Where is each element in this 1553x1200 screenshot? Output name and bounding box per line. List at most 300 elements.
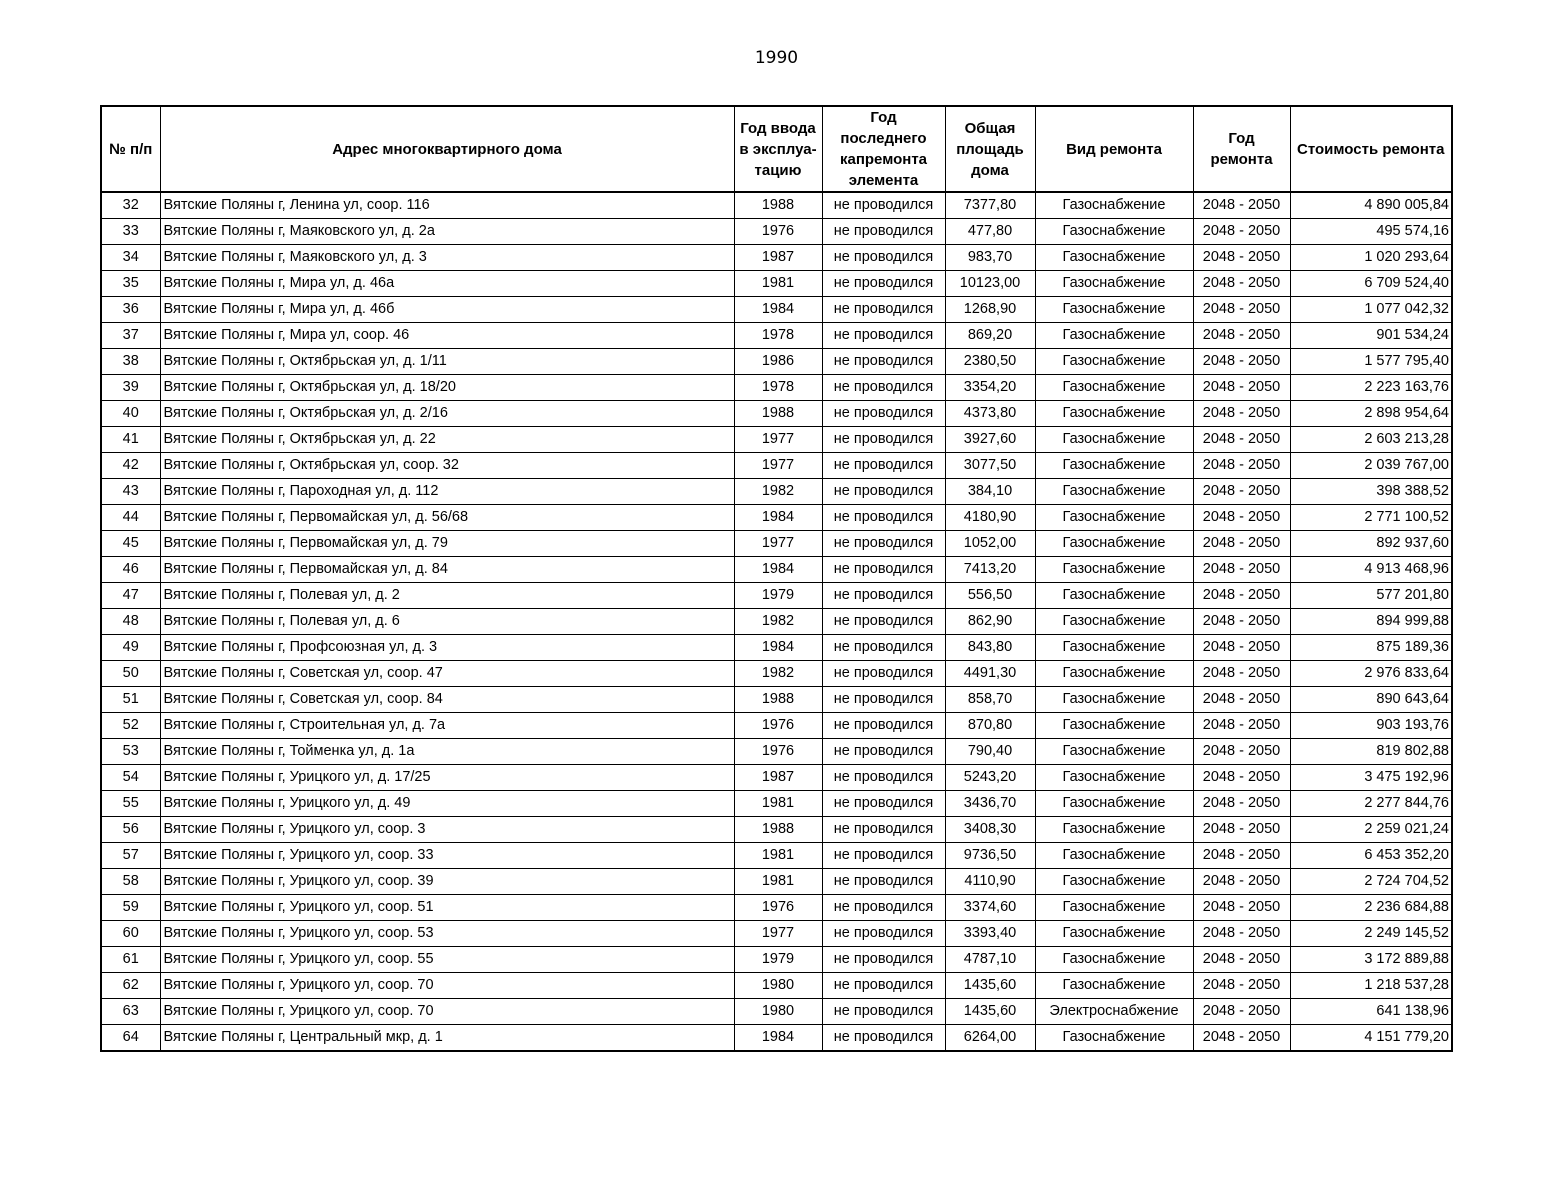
header-num: № п/п bbox=[101, 106, 160, 192]
row-year-built: 1978 bbox=[734, 323, 822, 349]
row-repair-type: Электроснабжение bbox=[1035, 999, 1193, 1025]
row-address: Вятские Поляны г, Тойменка ул, д. 1а bbox=[160, 739, 734, 765]
row-year-built: 1984 bbox=[734, 297, 822, 323]
row-cost: 892 937,60 bbox=[1290, 531, 1452, 557]
row-area: 4180,90 bbox=[945, 505, 1035, 531]
row-cost: 1 218 537,28 bbox=[1290, 973, 1452, 999]
row-area: 843,80 bbox=[945, 635, 1035, 661]
row-repair-type: Газоснабжение bbox=[1035, 739, 1193, 765]
row-repair-period: 2048 - 2050 bbox=[1193, 635, 1290, 661]
row-repair-period: 2048 - 2050 bbox=[1193, 895, 1290, 921]
row-number: 34 bbox=[101, 245, 160, 271]
row-last-repair: не проводился bbox=[822, 323, 945, 349]
row-repair-type: Газоснабжение bbox=[1035, 479, 1193, 505]
row-repair-period: 2048 - 2050 bbox=[1193, 687, 1290, 713]
row-year-built: 1980 bbox=[734, 999, 822, 1025]
row-area: 3927,60 bbox=[945, 427, 1035, 453]
row-area: 858,70 bbox=[945, 687, 1035, 713]
row-address: Вятские Поляны г, Урицкого ул, соор. 70 bbox=[160, 999, 734, 1025]
row-repair-period: 2048 - 2050 bbox=[1193, 843, 1290, 869]
row-number: 38 bbox=[101, 349, 160, 375]
row-last-repair: не проводился bbox=[822, 661, 945, 687]
row-area: 3374,60 bbox=[945, 895, 1035, 921]
row-repair-period: 2048 - 2050 bbox=[1193, 531, 1290, 557]
row-last-repair: не проводился bbox=[822, 427, 945, 453]
row-cost: 875 189,36 bbox=[1290, 635, 1452, 661]
row-last-repair: не проводился bbox=[822, 479, 945, 505]
row-repair-type: Газоснабжение bbox=[1035, 453, 1193, 479]
row-address: Вятские Поляны г, Октябрьская ул, соор. 32 bbox=[160, 453, 734, 479]
row-number: 53 bbox=[101, 739, 160, 765]
table-row bbox=[101, 192, 1452, 219]
row-number: 43 bbox=[101, 479, 160, 505]
row-last-repair: не проводился bbox=[822, 1025, 945, 1052]
row-area: 477,80 bbox=[945, 219, 1035, 245]
page-number: 1990 bbox=[754, 48, 799, 68]
row-year-built: 1984 bbox=[734, 1025, 822, 1052]
row-area: 1052,00 bbox=[945, 531, 1035, 557]
row-year-built: 1978 bbox=[734, 375, 822, 401]
row-year-built: 1976 bbox=[734, 739, 822, 765]
table-row bbox=[101, 245, 1452, 271]
row-address: Вятские Поляны г, Октябрьская ул, д. 22 bbox=[160, 427, 734, 453]
row-last-repair: не проводился bbox=[822, 765, 945, 791]
row-cost: 2 236 684,88 bbox=[1290, 895, 1452, 921]
row-cost: 2 039 767,00 bbox=[1290, 453, 1452, 479]
row-cost: 2 898 954,64 bbox=[1290, 401, 1452, 427]
row-address: Вятские Поляны г, Октябрьская ул, д. 2/16 bbox=[160, 401, 734, 427]
row-number: 54 bbox=[101, 765, 160, 791]
table-row bbox=[101, 427, 1452, 453]
row-area: 790,40 bbox=[945, 739, 1035, 765]
row-area: 10123,00 bbox=[945, 271, 1035, 297]
row-year-built: 1982 bbox=[734, 479, 822, 505]
table-row bbox=[101, 401, 1452, 427]
row-repair-period: 2048 - 2050 bbox=[1193, 1025, 1290, 1052]
row-repair-type: Газоснабжение bbox=[1035, 192, 1193, 219]
row-last-repair: не проводился bbox=[822, 999, 945, 1025]
row-last-repair: не проводился bbox=[822, 401, 945, 427]
row-year-built: 1982 bbox=[734, 661, 822, 687]
row-year-built: 1976 bbox=[734, 219, 822, 245]
header-repair-type: Вид ремонта bbox=[1035, 106, 1193, 192]
row-address: Вятские Поляны г, Профсоюзная ул, д. 3 bbox=[160, 635, 734, 661]
row-year-built: 1986 bbox=[734, 349, 822, 375]
row-year-built: 1977 bbox=[734, 427, 822, 453]
row-number: 63 bbox=[101, 999, 160, 1025]
row-repair-period: 2048 - 2050 bbox=[1193, 297, 1290, 323]
row-repair-type: Газоснабжение bbox=[1035, 869, 1193, 895]
row-cost: 6 709 524,40 bbox=[1290, 271, 1452, 297]
row-address: Вятские Поляны г, Урицкого ул, соор. 3 bbox=[160, 817, 734, 843]
table-row bbox=[101, 557, 1452, 583]
row-last-repair: не проводился bbox=[822, 973, 945, 999]
row-repair-period: 2048 - 2050 bbox=[1193, 505, 1290, 531]
row-year-built: 1988 bbox=[734, 687, 822, 713]
row-last-repair: не проводился bbox=[822, 349, 945, 375]
row-repair-period: 2048 - 2050 bbox=[1193, 349, 1290, 375]
row-last-repair: не проводился bbox=[822, 375, 945, 401]
row-number: 51 bbox=[101, 687, 160, 713]
row-address: Вятские Поляны г, Полевая ул, д. 2 bbox=[160, 583, 734, 609]
row-address: Вятские Поляны г, Центральный мкр, д. 1 bbox=[160, 1025, 734, 1052]
row-repair-type: Газоснабжение bbox=[1035, 713, 1193, 739]
row-cost: 2 259 021,24 bbox=[1290, 817, 1452, 843]
table-row bbox=[101, 921, 1452, 947]
row-repair-type: Газоснабжение bbox=[1035, 349, 1193, 375]
row-last-repair: не проводился bbox=[822, 192, 945, 219]
row-repair-period: 2048 - 2050 bbox=[1193, 219, 1290, 245]
row-number: 62 bbox=[101, 973, 160, 999]
row-area: 983,70 bbox=[945, 245, 1035, 271]
row-last-repair: не проводился bbox=[822, 245, 945, 271]
row-area: 4110,90 bbox=[945, 869, 1035, 895]
row-area: 870,80 bbox=[945, 713, 1035, 739]
row-repair-type: Газоснабжение bbox=[1035, 843, 1193, 869]
row-year-built: 1981 bbox=[734, 843, 822, 869]
row-cost: 495 574,16 bbox=[1290, 219, 1452, 245]
row-year-built: 1988 bbox=[734, 192, 822, 219]
table-row bbox=[101, 271, 1452, 297]
row-area: 3354,20 bbox=[945, 375, 1035, 401]
row-area: 862,90 bbox=[945, 609, 1035, 635]
row-year-built: 1987 bbox=[734, 765, 822, 791]
row-repair-type: Газоснабжение bbox=[1035, 401, 1193, 427]
row-number: 45 bbox=[101, 531, 160, 557]
row-last-repair: не проводился bbox=[822, 505, 945, 531]
table-row bbox=[101, 609, 1452, 635]
row-repair-type: Газоснабжение bbox=[1035, 921, 1193, 947]
row-address: Вятские Поляны г, Урицкого ул, соор. 70 bbox=[160, 973, 734, 999]
row-number: 49 bbox=[101, 635, 160, 661]
row-repair-type: Газоснабжение bbox=[1035, 323, 1193, 349]
row-number: 35 bbox=[101, 271, 160, 297]
table-row bbox=[101, 531, 1452, 557]
row-repair-type: Газоснабжение bbox=[1035, 635, 1193, 661]
table-row bbox=[101, 1025, 1452, 1052]
table-row bbox=[101, 505, 1452, 531]
table-row bbox=[101, 817, 1452, 843]
row-last-repair: не проводился bbox=[822, 739, 945, 765]
row-year-built: 1977 bbox=[734, 921, 822, 947]
row-cost: 2 724 704,52 bbox=[1290, 869, 1452, 895]
row-year-built: 1981 bbox=[734, 869, 822, 895]
row-address: Вятские Поляны г, Октябрьская ул, д. 18/20 bbox=[160, 375, 734, 401]
row-repair-type: Газоснабжение bbox=[1035, 895, 1193, 921]
table-row bbox=[101, 323, 1452, 349]
row-repair-type: Газоснабжение bbox=[1035, 375, 1193, 401]
row-last-repair: не проводился bbox=[822, 791, 945, 817]
row-number: 42 bbox=[101, 453, 160, 479]
header-year-built: Год ввода в эксплуа-тацию bbox=[734, 106, 822, 192]
row-repair-type: Газоснабжение bbox=[1035, 245, 1193, 271]
row-area: 7377,80 bbox=[945, 192, 1035, 219]
header-repair-period: Год ремонта bbox=[1193, 106, 1290, 192]
row-repair-period: 2048 - 2050 bbox=[1193, 869, 1290, 895]
row-number: 32 bbox=[101, 192, 160, 219]
row-number: 61 bbox=[101, 947, 160, 973]
table-row bbox=[101, 973, 1452, 999]
row-year-built: 1980 bbox=[734, 973, 822, 999]
row-cost: 2 603 213,28 bbox=[1290, 427, 1452, 453]
row-number: 57 bbox=[101, 843, 160, 869]
row-number: 56 bbox=[101, 817, 160, 843]
row-address: Вятские Поляны г, Первомайская ул, д. 84 bbox=[160, 557, 734, 583]
row-repair-period: 2048 - 2050 bbox=[1193, 375, 1290, 401]
row-last-repair: не проводился bbox=[822, 687, 945, 713]
row-repair-type: Газоснабжение bbox=[1035, 427, 1193, 453]
row-number: 37 bbox=[101, 323, 160, 349]
row-year-built: 1987 bbox=[734, 245, 822, 271]
row-repair-period: 2048 - 2050 bbox=[1193, 713, 1290, 739]
row-last-repair: не проводился bbox=[822, 583, 945, 609]
row-area: 5243,20 bbox=[945, 765, 1035, 791]
row-number: 55 bbox=[101, 791, 160, 817]
row-number: 39 bbox=[101, 375, 160, 401]
row-cost: 894 999,88 bbox=[1290, 609, 1452, 635]
row-number: 40 bbox=[101, 401, 160, 427]
row-number: 58 bbox=[101, 869, 160, 895]
row-repair-period: 2048 - 2050 bbox=[1193, 271, 1290, 297]
row-repair-type: Газоснабжение bbox=[1035, 297, 1193, 323]
row-repair-period: 2048 - 2050 bbox=[1193, 583, 1290, 609]
row-year-built: 1984 bbox=[734, 557, 822, 583]
row-address: Вятские Поляны г, Мира ул, д. 46б bbox=[160, 297, 734, 323]
row-year-built: 1988 bbox=[734, 401, 822, 427]
row-address: Вятские Поляны г, Урицкого ул, соор. 55 bbox=[160, 947, 734, 973]
row-cost: 1 577 795,40 bbox=[1290, 349, 1452, 375]
row-cost: 4 890 005,84 bbox=[1290, 192, 1452, 219]
table-row bbox=[101, 349, 1452, 375]
row-repair-type: Газоснабжение bbox=[1035, 505, 1193, 531]
header-cost: Стоимость ремонта bbox=[1290, 106, 1452, 192]
table-row bbox=[101, 713, 1452, 739]
row-cost: 2 277 844,76 bbox=[1290, 791, 1452, 817]
row-address: Вятские Поляны г, Мира ул, соор. 46 bbox=[160, 323, 734, 349]
row-repair-period: 2048 - 2050 bbox=[1193, 817, 1290, 843]
row-year-built: 1981 bbox=[734, 271, 822, 297]
row-address: Вятские Поляны г, Первомайская ул, д. 56/68 bbox=[160, 505, 734, 531]
table-row bbox=[101, 687, 1452, 713]
table-row bbox=[101, 635, 1452, 661]
row-repair-period: 2048 - 2050 bbox=[1193, 609, 1290, 635]
row-area: 3436,70 bbox=[945, 791, 1035, 817]
row-repair-type: Газоснабжение bbox=[1035, 531, 1193, 557]
row-address: Вятские Поляны г, Урицкого ул, соор. 51 bbox=[160, 895, 734, 921]
table-row bbox=[101, 297, 1452, 323]
row-last-repair: не проводился bbox=[822, 557, 945, 583]
row-area: 3077,50 bbox=[945, 453, 1035, 479]
row-area: 6264,00 bbox=[945, 1025, 1035, 1052]
row-cost: 2 249 145,52 bbox=[1290, 921, 1452, 947]
row-area: 3408,30 bbox=[945, 817, 1035, 843]
row-area: 4787,10 bbox=[945, 947, 1035, 973]
row-number: 41 bbox=[101, 427, 160, 453]
row-area: 7413,20 bbox=[945, 557, 1035, 583]
table-row bbox=[101, 843, 1452, 869]
row-year-built: 1977 bbox=[734, 453, 822, 479]
row-cost: 4 151 779,20 bbox=[1290, 1025, 1452, 1052]
row-number: 46 bbox=[101, 557, 160, 583]
row-area: 3393,40 bbox=[945, 921, 1035, 947]
row-repair-period: 2048 - 2050 bbox=[1193, 765, 1290, 791]
row-area: 556,50 bbox=[945, 583, 1035, 609]
row-repair-period: 2048 - 2050 bbox=[1193, 401, 1290, 427]
row-last-repair: не проводился bbox=[822, 869, 945, 895]
row-repair-period: 2048 - 2050 bbox=[1193, 192, 1290, 219]
row-cost: 4 913 468,96 bbox=[1290, 557, 1452, 583]
row-cost: 3 475 192,96 bbox=[1290, 765, 1452, 791]
row-repair-type: Газоснабжение bbox=[1035, 817, 1193, 843]
row-repair-period: 2048 - 2050 bbox=[1193, 323, 1290, 349]
header-last-repair: Год последнего капремонта элемента bbox=[822, 106, 945, 192]
table-header bbox=[101, 106, 1452, 192]
row-year-built: 1982 bbox=[734, 609, 822, 635]
row-area: 1435,60 bbox=[945, 973, 1035, 999]
row-number: 50 bbox=[101, 661, 160, 687]
row-year-built: 1984 bbox=[734, 505, 822, 531]
row-cost: 641 138,96 bbox=[1290, 999, 1452, 1025]
header-address: Адрес многоквартирного дома bbox=[160, 106, 734, 192]
row-address: Вятские Поляны г, Маяковского ул, д. 2а bbox=[160, 219, 734, 245]
row-repair-type: Газоснабжение bbox=[1035, 609, 1193, 635]
row-repair-period: 2048 - 2050 bbox=[1193, 739, 1290, 765]
row-repair-type: Газоснабжение bbox=[1035, 947, 1193, 973]
row-repair-period: 2048 - 2050 bbox=[1193, 947, 1290, 973]
row-cost: 901 534,24 bbox=[1290, 323, 1452, 349]
header-row bbox=[101, 106, 1452, 192]
row-cost: 6 453 352,20 bbox=[1290, 843, 1452, 869]
row-address: Вятские Поляны г, Полевая ул, д. 6 bbox=[160, 609, 734, 635]
row-cost: 398 388,52 bbox=[1290, 479, 1452, 505]
row-repair-period: 2048 - 2050 bbox=[1193, 791, 1290, 817]
row-number: 52 bbox=[101, 713, 160, 739]
table-row bbox=[101, 869, 1452, 895]
row-last-repair: не проводился bbox=[822, 297, 945, 323]
table-body bbox=[101, 192, 1452, 1051]
row-last-repair: не проводился bbox=[822, 843, 945, 869]
row-last-repair: не проводился bbox=[822, 453, 945, 479]
row-address: Вятские Поляны г, Советская ул, соор. 47 bbox=[160, 661, 734, 687]
row-cost: 1 020 293,64 bbox=[1290, 245, 1452, 271]
row-number: 59 bbox=[101, 895, 160, 921]
row-year-built: 1976 bbox=[734, 713, 822, 739]
row-repair-type: Газоснабжение bbox=[1035, 219, 1193, 245]
table-row bbox=[101, 765, 1452, 791]
row-cost: 819 802,88 bbox=[1290, 739, 1452, 765]
row-cost: 2 976 833,64 bbox=[1290, 661, 1452, 687]
row-address: Вятские Поляны г, Пароходная ул, д. 112 bbox=[160, 479, 734, 505]
row-year-built: 1979 bbox=[734, 947, 822, 973]
row-cost: 903 193,76 bbox=[1290, 713, 1452, 739]
row-address: Вятские Поляны г, Урицкого ул, соор. 39 bbox=[160, 869, 734, 895]
row-last-repair: не проводился bbox=[822, 817, 945, 843]
row-year-built: 1984 bbox=[734, 635, 822, 661]
row-area: 1268,90 bbox=[945, 297, 1035, 323]
row-repair-type: Газоснабжение bbox=[1035, 765, 1193, 791]
row-area: 4373,80 bbox=[945, 401, 1035, 427]
row-number: 60 bbox=[101, 921, 160, 947]
row-address: Вятские Поляны г, Ленина ул, соор. 116 bbox=[160, 192, 734, 219]
row-address: Вятские Поляны г, Урицкого ул, соор. 33 bbox=[160, 843, 734, 869]
row-last-repair: не проводился bbox=[822, 635, 945, 661]
row-address: Вятские Поляны г, Урицкого ул, д. 49 bbox=[160, 791, 734, 817]
row-area: 384,10 bbox=[945, 479, 1035, 505]
row-cost: 2 771 100,52 bbox=[1290, 505, 1452, 531]
row-address: Вятские Поляны г, Урицкого ул, соор. 53 bbox=[160, 921, 734, 947]
table-row bbox=[101, 895, 1452, 921]
table-row bbox=[101, 583, 1452, 609]
row-address: Вятские Поляны г, Октябрьская ул, д. 1/11 bbox=[160, 349, 734, 375]
row-area: 2380,50 bbox=[945, 349, 1035, 375]
row-repair-period: 2048 - 2050 bbox=[1193, 973, 1290, 999]
row-address: Вятские Поляны г, Маяковского ул, д. 3 bbox=[160, 245, 734, 271]
table-row bbox=[101, 661, 1452, 687]
table-row bbox=[101, 947, 1452, 973]
row-last-repair: не проводился bbox=[822, 219, 945, 245]
row-last-repair: не проводился bbox=[822, 921, 945, 947]
row-area: 869,20 bbox=[945, 323, 1035, 349]
row-last-repair: не проводился bbox=[822, 531, 945, 557]
row-year-built: 1976 bbox=[734, 895, 822, 921]
row-last-repair: не проводился bbox=[822, 271, 945, 297]
row-repair-period: 2048 - 2050 bbox=[1193, 479, 1290, 505]
row-repair-period: 2048 - 2050 bbox=[1193, 453, 1290, 479]
row-repair-type: Газоснабжение bbox=[1035, 583, 1193, 609]
row-repair-period: 2048 - 2050 bbox=[1193, 661, 1290, 687]
row-repair-period: 2048 - 2050 bbox=[1193, 999, 1290, 1025]
row-address: Вятские Поляны г, Мира ул, д. 46а bbox=[160, 271, 734, 297]
row-number: 44 bbox=[101, 505, 160, 531]
row-last-repair: не проводился bbox=[822, 947, 945, 973]
row-repair-type: Газоснабжение bbox=[1035, 791, 1193, 817]
row-address: Вятские Поляны г, Строительная ул, д. 7а bbox=[160, 713, 734, 739]
row-repair-type: Газоснабжение bbox=[1035, 687, 1193, 713]
row-address: Вятские Поляны г, Урицкого ул, д. 17/25 bbox=[160, 765, 734, 791]
row-repair-type: Газоснабжение bbox=[1035, 271, 1193, 297]
row-year-built: 1979 bbox=[734, 583, 822, 609]
table-row bbox=[101, 219, 1452, 245]
row-address: Вятские Поляны г, Первомайская ул, д. 79 bbox=[160, 531, 734, 557]
row-number: 36 bbox=[101, 297, 160, 323]
row-repair-period: 2048 - 2050 bbox=[1193, 427, 1290, 453]
row-year-built: 1981 bbox=[734, 791, 822, 817]
row-number: 64 bbox=[101, 1025, 160, 1052]
table-row bbox=[101, 739, 1452, 765]
row-repair-type: Газоснабжение bbox=[1035, 661, 1193, 687]
table-row bbox=[101, 479, 1452, 505]
row-repair-type: Газоснабжение bbox=[1035, 1025, 1193, 1052]
row-repair-period: 2048 - 2050 bbox=[1193, 245, 1290, 271]
row-cost: 3 172 889,88 bbox=[1290, 947, 1452, 973]
row-last-repair: не проводился bbox=[822, 609, 945, 635]
row-repair-period: 2048 - 2050 bbox=[1193, 921, 1290, 947]
table-row bbox=[101, 791, 1452, 817]
row-number: 48 bbox=[101, 609, 160, 635]
table-row bbox=[101, 999, 1452, 1025]
row-area: 4491,30 bbox=[945, 661, 1035, 687]
repair-table bbox=[100, 105, 1453, 1052]
row-repair-type: Газоснабжение bbox=[1035, 557, 1193, 583]
row-area: 1435,60 bbox=[945, 999, 1035, 1025]
table-row bbox=[101, 375, 1452, 401]
table-row bbox=[101, 453, 1452, 479]
row-last-repair: не проводился bbox=[822, 895, 945, 921]
header-area: Общая площадь дома bbox=[945, 106, 1035, 192]
row-repair-period: 2048 - 2050 bbox=[1193, 557, 1290, 583]
row-last-repair: не проводился bbox=[822, 713, 945, 739]
row-address: Вятские Поляны г, Советская ул, соор. 84 bbox=[160, 687, 734, 713]
